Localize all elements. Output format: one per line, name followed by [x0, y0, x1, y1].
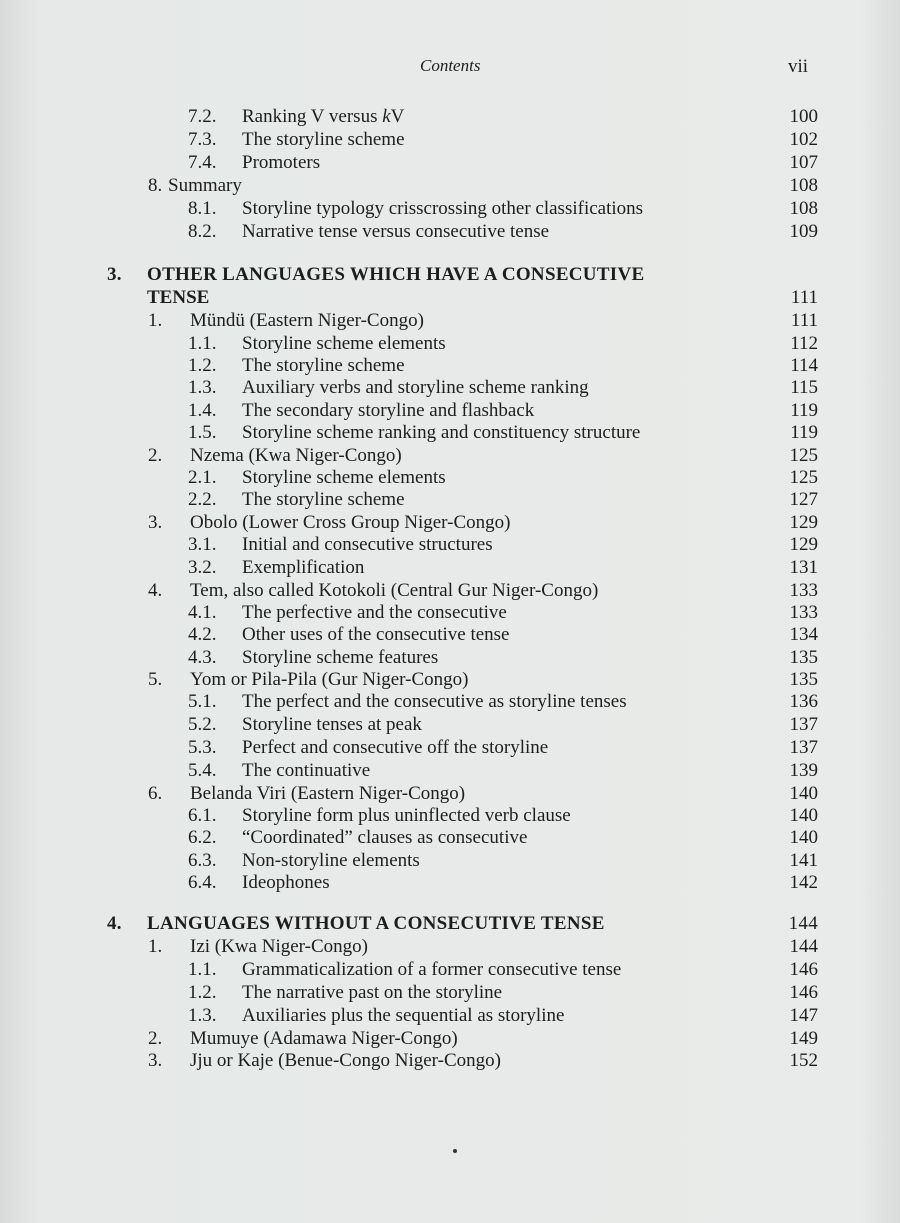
section-page-number: 127	[789, 489, 818, 510]
section-page-number: 137	[789, 737, 818, 758]
section-page-number: 111	[790, 310, 818, 331]
section-page-number: 102	[789, 129, 818, 150]
section-title: The continuative	[242, 760, 371, 781]
toc-row	[188, 376, 818, 399]
chapter-row	[147, 286, 818, 309]
section-number: 5.2.	[188, 714, 217, 735]
section-page-number: 140	[789, 805, 818, 826]
section-title: Ideophones	[242, 872, 330, 893]
toc-row	[148, 174, 818, 197]
section-page-number: 139	[789, 760, 818, 781]
toc-row	[188, 466, 818, 489]
section-number: 8.	[148, 175, 163, 196]
toc-row	[188, 332, 818, 355]
toc-row	[188, 105, 818, 128]
section-page-number: 133	[789, 580, 818, 601]
section-title: TENSE	[147, 287, 210, 308]
section-number: 7.3.	[188, 129, 217, 150]
toc-row	[188, 488, 818, 511]
toc-row	[188, 421, 818, 444]
section-title: Storyline scheme features	[242, 647, 439, 668]
section-page-number: 125	[789, 467, 818, 488]
section-title: Exemplification	[242, 557, 365, 578]
section-page-number: 146	[789, 982, 818, 1003]
section-number: 6.2.	[188, 827, 217, 848]
section-page-number: 114	[790, 355, 818, 376]
running-title: Contents	[420, 56, 481, 75]
section-title: Obolo (Lower Cross Group Niger-Congo)	[190, 512, 511, 533]
toc-row	[188, 690, 818, 713]
section-page-number: 119	[790, 422, 818, 443]
section-number: 1.4.	[188, 400, 217, 421]
section-title: Perfect and consecutive off the storyline	[242, 737, 549, 758]
section-number: 2.	[148, 445, 163, 466]
section-page-number: 112	[790, 333, 818, 354]
running-header	[0, 56, 900, 82]
chapter-row	[107, 912, 818, 935]
section-title: Auxiliaries plus the sequential as storyline	[242, 1005, 565, 1026]
toc-row	[188, 759, 818, 782]
section-number: 2.	[148, 1028, 163, 1049]
section-number: 6.1.	[188, 805, 217, 826]
section-page-number: 149	[789, 1028, 818, 1049]
section-page-number: 152	[789, 1050, 818, 1071]
section-title: Storyline scheme elements	[242, 333, 446, 354]
section-title: Storyline scheme elements	[242, 467, 446, 488]
chapter-row	[107, 263, 818, 286]
section-title: LANGUAGES WITHOUT A CONSECUTIVE TENSE	[147, 913, 605, 934]
section-number: 8.2.	[188, 221, 217, 242]
section-page-number: 135	[789, 647, 818, 668]
section-page-number: 140	[789, 827, 818, 848]
section-number: 1.5.	[188, 422, 217, 443]
section-title: Other uses of the consecutive tense	[242, 624, 510, 645]
section-title: Storyline scheme ranking and constituency structure	[242, 422, 641, 443]
section-title: Nzema (Kwa Niger-Congo)	[190, 445, 402, 466]
section-number: 5.3.	[188, 737, 217, 758]
toc-row	[188, 220, 818, 243]
section-page-number: 133	[789, 602, 818, 623]
toc-row	[148, 1027, 818, 1050]
toc-row	[148, 782, 818, 805]
toc-row	[188, 533, 818, 556]
ink-speck	[453, 1149, 457, 1153]
section-title: Auxiliary verbs and storyline scheme ranking	[242, 377, 589, 398]
toc-row	[188, 958, 818, 981]
section-title: “Coordinated” clauses as consecutive	[242, 827, 528, 848]
section-title: The storyline scheme	[242, 129, 405, 150]
section-page-number: 115	[790, 377, 818, 398]
section-page-number: 140	[789, 783, 818, 804]
toc-row	[188, 804, 818, 827]
section-title: Mumuye (Adamawa Niger-Congo)	[190, 1028, 458, 1049]
section-page-number: 109	[789, 221, 818, 242]
section-number: 6.4.	[188, 872, 217, 893]
section-number: 8.1.	[188, 198, 217, 219]
section-title: Storyline tenses at peak	[242, 714, 422, 735]
section-number: 3.1.	[188, 534, 217, 555]
section-number: 5.1.	[188, 691, 217, 712]
section-page-number: 131	[789, 557, 818, 578]
section-page-number: 137	[789, 714, 818, 735]
section-page-number: 136	[789, 691, 818, 712]
section-title: Initial and consecutive structures	[242, 534, 493, 555]
toc-row	[148, 511, 818, 534]
page-number: vii	[787, 56, 808, 77]
section-number: 1.3.	[188, 377, 217, 398]
section-page-number: 100	[789, 106, 818, 127]
toc-row	[188, 849, 818, 872]
toc-row	[188, 871, 818, 894]
section-page-number: 129	[789, 512, 818, 533]
toc-row	[188, 601, 818, 624]
section-number: 3.	[148, 512, 163, 533]
toc-row	[188, 556, 818, 579]
section-title: The storyline scheme	[242, 355, 405, 376]
section-title: The secondary storyline and flashback	[242, 400, 535, 421]
section-page-number: 119	[790, 400, 818, 421]
toc-row	[188, 646, 818, 669]
section-number: 1.1.	[188, 333, 217, 354]
section-title: Promoters	[242, 152, 321, 173]
section-number: 1.2.	[188, 982, 217, 1003]
toc-row	[188, 354, 818, 377]
section-number: 4.	[107, 913, 122, 934]
section-title: Narrative tense versus consecutive tense	[242, 221, 550, 242]
section-title: Grammaticalization of a former consecutive tense	[242, 959, 622, 980]
section-number: 6.3.	[188, 850, 217, 871]
section-number: 2.2.	[188, 489, 217, 510]
toc-row	[188, 981, 818, 1004]
section-page-number: 107	[789, 152, 818, 173]
section-title: Storyline form plus uninflected verb clause	[242, 805, 571, 826]
section-number: 3.	[148, 1050, 163, 1071]
section-page-number: 134	[789, 624, 818, 645]
section-number: 5.4.	[188, 760, 217, 781]
section-number: 6.	[148, 783, 163, 804]
section-title: The storyline scheme	[242, 489, 405, 510]
toc-row	[188, 1004, 818, 1027]
section-page-number: 147	[789, 1005, 818, 1026]
section-title: Tem, also called Kotokoli (Central Gur Niger-Congo)	[190, 580, 599, 601]
section-page-number: 108	[789, 175, 818, 196]
section-number: 1.	[148, 936, 163, 957]
section-number: 5.	[148, 669, 163, 690]
section-number: 4.3.	[188, 647, 217, 668]
section-page-number: 129	[789, 534, 818, 555]
section-page-number: 144	[788, 913, 818, 934]
section-number: 7.2.	[188, 106, 217, 127]
section-number: 1.2.	[188, 355, 217, 376]
toc-row	[188, 623, 818, 646]
section-number: 4.1.	[188, 602, 217, 623]
section-title: Mündü (Eastern Niger-Congo)	[190, 310, 424, 331]
toc-row	[188, 399, 818, 422]
toc-row	[148, 309, 818, 332]
section-number: 1.1.	[188, 959, 217, 980]
section-number: 1.3.	[188, 1005, 217, 1026]
section-title: Ranking V versus kV	[242, 106, 405, 127]
section-title: The perfective and the consecutive	[242, 602, 507, 623]
section-page-number: 146	[789, 959, 818, 980]
section-title: Storyline typology crisscrossing other classifications	[242, 198, 644, 219]
section-title: Yom or Pila-Pila (Gur Niger-Congo)	[190, 669, 469, 690]
toc-row	[148, 444, 818, 467]
section-number: 2.1.	[188, 467, 217, 488]
section-title: Non-storyline elements	[242, 850, 420, 871]
toc-row	[148, 668, 818, 691]
section-title: Belanda Viri (Eastern Niger-Congo)	[190, 783, 466, 804]
section-page-number: 108	[789, 198, 818, 219]
section-number: 4.	[148, 580, 163, 601]
toc-row	[188, 713, 818, 736]
toc-row	[148, 579, 818, 602]
section-page-number: 141	[789, 850, 818, 871]
section-title: OTHER LANGUAGES WHICH HAVE A CONSECUTIVE	[147, 264, 645, 285]
section-number: 3.	[107, 264, 122, 285]
section-title: Summary	[168, 175, 242, 196]
section-page-number: 111	[790, 287, 818, 308]
section-page-number: 125	[789, 445, 818, 466]
section-title: The perfect and the consecutive as storyline tenses	[242, 691, 627, 712]
section-page-number: 144	[789, 936, 818, 957]
section-page-number: 135	[789, 669, 818, 690]
section-title: Izi (Kwa Niger-Congo)	[190, 936, 368, 957]
toc-row	[188, 197, 818, 220]
section-title: The narrative past on the storyline	[242, 982, 503, 1003]
toc-row	[188, 736, 818, 759]
section-number: 4.2.	[188, 624, 217, 645]
toc-row	[188, 128, 818, 151]
section-title: Jju or Kaje (Benue-Congo Niger-Congo)	[190, 1050, 501, 1071]
toc-row	[188, 151, 818, 174]
toc-row	[148, 935, 818, 958]
section-number: 3.2.	[188, 557, 217, 578]
toc-row	[148, 1049, 818, 1072]
section-page-number: 142	[789, 872, 818, 893]
toc-row	[188, 826, 818, 849]
section-number: 1.	[148, 310, 163, 331]
section-number: 7.4.	[188, 152, 217, 173]
